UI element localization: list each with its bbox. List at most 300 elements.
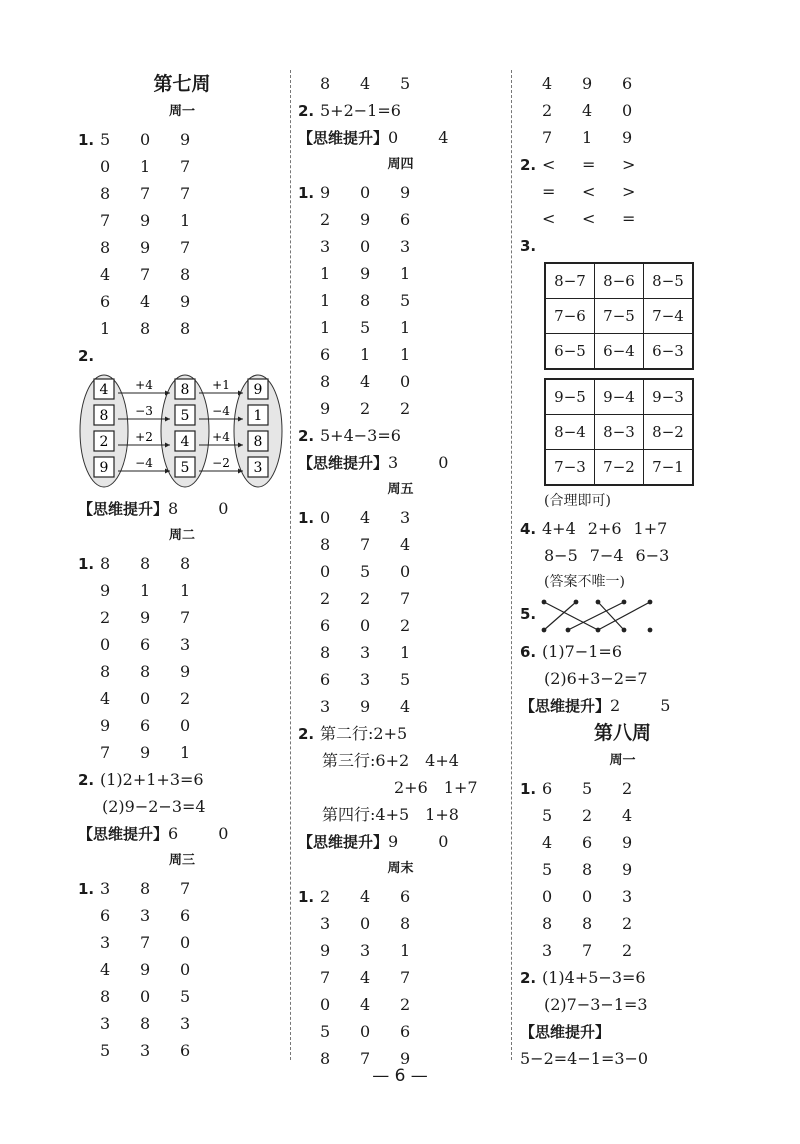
answer-cell: 5 [542,860,553,879]
answer-cell: 6 [320,670,331,689]
answer-cell: 6 [180,1041,191,1060]
answer-line: 5−2=4−1=3−0 [520,1049,649,1068]
answer-cell: 8 [542,914,553,933]
answer-cell: 8 [100,662,111,681]
box-number: 4 [180,434,190,450]
w7-tue-q1 [78,550,286,766]
answer-cell: 9 [622,833,633,852]
day-heading: 周三 [168,853,195,868]
answer-line: 第三行:6+2 4+4 [322,751,459,770]
answer-cell: 0 [320,995,331,1014]
answer-cell: 6 [400,210,411,229]
answer-cell: 9 [622,128,633,147]
answer-cell: 8 [320,74,331,93]
answer-cell: 9 [360,697,371,716]
answer-row [298,964,503,991]
answer-cell: 4 [400,535,411,554]
answer-cell: 7 [360,535,371,554]
answer-cell: 5 [360,318,371,337]
answer-cell: 4 [100,960,111,979]
answer-cell: 5 [100,1041,111,1060]
answer-cell: 1 [140,581,151,600]
operation-label: +4 [212,430,230,444]
answer-cell: 3 [140,906,151,925]
answer-row [298,233,503,260]
answer-cell: 8 [140,319,151,338]
box-number: 8 [180,382,190,398]
answer-row [298,910,503,937]
answer-cell: 9 [140,608,151,627]
answer-cell: 2 [180,689,191,708]
w8-mon-q1 [520,775,725,964]
answer-row [78,929,286,956]
answer-cell: 0 [180,716,191,735]
answer-row [520,151,725,178]
answer-cell: 8 [180,319,191,338]
answer-cell: 3 [400,237,411,256]
operation-label: −3 [135,404,153,418]
answer-cell: 8 [400,914,411,933]
answer-cell: 2 [582,806,593,825]
answer-cell: 4 [360,968,371,987]
answer-line: 2+6 1+7 [394,778,478,797]
answer-row [298,395,503,422]
answer-cell: 2 [622,779,633,798]
answer-row [520,910,725,937]
answer-cell: 9 [320,941,331,960]
answer-row [298,179,503,206]
answer-cell: 7 [360,1049,371,1068]
box-number: 1 [253,408,263,424]
answer-cell: 1 [400,941,411,960]
answer-cell: > [622,182,636,201]
answer-row [520,70,725,97]
answer-cell: 7 [100,211,111,230]
thinking-tip: 【思维提升】6 0 [78,824,229,843]
answer-cell: 8 [140,1014,151,1033]
answer-cell: 8 [140,662,151,681]
answer-cell: 6 [542,779,553,798]
answer-cell: 0 [100,635,111,654]
box-number: 8 [99,408,109,424]
answer-row [298,1018,503,1045]
answer-line: 8−5 7−4 6−3 [544,546,670,565]
page-number: — 6 — [372,1066,428,1086]
answer-line: 2. 5+4−3=6 [298,426,401,445]
answer-row [298,368,503,395]
answer-row [298,531,503,558]
answer-line: 6. (1)7−1=6 [520,642,623,661]
answer-cell: 4 [582,101,593,120]
answer-row [78,261,286,288]
question-number: 3. [520,237,537,255]
answer-cell: 8 [100,987,111,1006]
table-cell: 8−4 [545,415,595,450]
question-number: 1. [78,555,95,573]
answer-cell: = [582,155,596,174]
answer-cell: 3 [180,635,191,654]
answer-cell: 7 [320,968,331,987]
answer-cell: 8 [320,372,331,391]
answer-row [78,604,286,631]
answer-cell: 7 [542,128,553,147]
answer-cell: 9 [180,662,191,681]
answer-row [520,775,725,802]
subtraction-table [544,378,694,486]
answer-cell: 3 [360,643,371,662]
answer-cell: 3 [100,1014,111,1033]
table-cell: 7−5 [595,299,644,334]
answer-cell: 0 [400,562,411,581]
answer-line: 4. 4+4 2+6 1+7 [520,519,668,538]
answer-row [78,631,286,658]
answer-row [520,937,725,964]
answer-row [298,937,503,964]
box-number: 9 [99,460,109,476]
answer-cell: 9 [360,210,371,229]
answer-cell: 8 [582,860,593,879]
question-number: 1. [298,184,315,202]
answer-cell: 9 [140,211,151,230]
answer-cell: 0 [360,183,371,202]
answer-row [298,693,503,720]
answer-cell: 0 [100,157,111,176]
answer-cell: 6 [320,345,331,364]
answer-line: (2)6+3−2=7 [544,669,648,688]
answer-cell: 2 [400,995,411,1014]
answer-cell: 7 [400,968,411,987]
answer-row [78,712,286,739]
answer-cell: 0 [180,960,191,979]
answer-row [78,153,286,180]
answer-cell: 6 [100,292,111,311]
answer-row [78,234,286,261]
answer-row [78,315,286,342]
answer-cell: 3 [542,941,553,960]
answer-cell: 6 [100,906,111,925]
answer-cell: 1 [180,743,191,762]
answer-line: 2. 第二行:2+5 [298,724,408,743]
answer-row [298,260,503,287]
answer-cell: 4 [360,372,371,391]
w7-we-q2 [520,151,725,232]
answer-cell: 1 [582,128,593,147]
operation-label: +2 [135,430,153,444]
table-cell: 7−2 [595,450,644,486]
w7-thu-q1 [298,179,503,422]
answer-cell: 0 [140,130,151,149]
answer-cell: 7 [140,265,151,284]
day-heading: 周二 [168,528,195,543]
answer-cell: 4 [140,292,151,311]
answer-cell: 9 [140,743,151,762]
table-cell: 7−6 [545,299,595,334]
answer-cell: 1 [100,319,111,338]
answer-cell: 5 [400,670,411,689]
answer-cell: 1 [400,345,411,364]
answer-line: 2. (1)4+5−3=6 [520,968,646,987]
question-number: 2. [520,156,537,174]
column-2 [298,70,503,1072]
answer-cell: 9 [100,581,111,600]
answer-row [298,558,503,585]
answer-cell: 9 [140,960,151,979]
answer-line: (2)9−2−3=4 [102,797,206,816]
ellipse-diagram [78,373,284,489]
answer-row [520,124,725,151]
answer-cell: 7 [100,743,111,762]
answer-row [520,802,725,829]
table-cell: 7−4 [644,299,694,334]
answer-row [520,829,725,856]
table-cell: 8−2 [644,415,694,450]
answer-row [78,658,286,685]
answer-cell: 1 [320,264,331,283]
answer-cell: 2 [622,914,633,933]
answer-cell: 2 [320,589,331,608]
w7-fri-q1 [298,504,503,720]
answer-cell: 8 [100,184,111,203]
note: (合理即可) [544,493,611,509]
answer-row [298,612,503,639]
answer-cell: 9 [100,716,111,735]
answer-cell: 7 [400,589,411,608]
w7-wed-q1-a [78,875,286,1064]
answer-cell: 4 [542,833,553,852]
answer-cell: 1 [320,291,331,310]
thinking-tip: 【思维提升】3 0 [298,453,449,472]
answer-row [520,97,725,124]
answer-cell: 9 [180,130,191,149]
table-cell: 8−6 [595,263,644,299]
thinking-tip: 【思维提升】9 0 [298,832,449,851]
answer-cell: 8 [582,914,593,933]
answer-cell: 1 [400,643,411,662]
note: (答案不唯一) [544,574,625,590]
answer-cell: 5 [180,987,191,1006]
w7-wed-q1-b [298,70,503,97]
answer-cell: 0 [140,689,151,708]
answer-cell: 3 [360,670,371,689]
answer-row [298,585,503,612]
answer-cell: < [582,209,596,228]
answer-cell: 3 [100,933,111,952]
thinking-tip: 【思维提升】0 4 [298,128,449,147]
table-cell: 6−4 [595,334,644,370]
answer-cell: 5 [100,130,111,149]
operation-label: +4 [135,378,153,392]
answer-cell: 6 [622,74,633,93]
answer-row [78,739,286,766]
answer-cell: 4 [360,74,371,93]
answer-cell: 2 [400,399,411,418]
box-number: 4 [99,382,109,398]
answer-cell: 1 [320,318,331,337]
answer-row [78,550,286,577]
table-cell: 9−3 [644,379,694,415]
answer-cell: 7 [140,184,151,203]
answer-cell: 5 [542,806,553,825]
answer-cell: 2 [542,101,553,120]
answer-row [298,70,503,97]
column-divider [290,70,291,1060]
answer-row [78,1037,286,1064]
day-heading: 周一 [609,753,636,768]
answer-row [78,685,286,712]
answer-row [298,504,503,531]
answer-cell: 7 [180,157,191,176]
box-number: 3 [253,460,263,476]
answer-cell: 0 [360,237,371,256]
box-number: 9 [253,382,263,398]
answer-cell: 7 [180,879,191,898]
answer-cell: 4 [100,689,111,708]
answer-cell: 6 [320,616,331,635]
answer-row [298,287,503,314]
day-heading: 周五 [387,482,414,497]
answer-cell: 2 [400,616,411,635]
answer-line: 2. 5+2−1=6 [298,101,401,120]
answer-cell: 8 [360,291,371,310]
question-number: 1. [298,509,315,527]
answer-cell: 4 [542,74,553,93]
operation-label: +1 [212,378,230,392]
table-cell: 7−1 [644,450,694,486]
answer-row [520,856,725,883]
answer-cell: 8 [140,554,151,573]
answer-cell: 9 [400,183,411,202]
question-number: 1. [298,888,315,906]
answer-row [520,178,725,205]
answer-cell: 6 [400,1022,411,1041]
answer-cell: 1 [360,345,371,364]
answer-cell: 0 [360,914,371,933]
subtraction-table [544,262,694,370]
answer-cell: 7 [180,184,191,203]
question-number: 1. [78,131,95,149]
answer-cell: 8 [100,554,111,573]
table-cell: 9−5 [545,379,595,415]
answer-cell: 1 [140,157,151,176]
answer-row [78,956,286,983]
box-number: 2 [99,434,109,450]
answer-cell: > [622,155,636,174]
answer-row [520,205,725,232]
answer-cell: 3 [622,887,633,906]
operation-label: −4 [212,404,230,418]
answer-cell: 6 [180,906,191,925]
answer-cell: 3 [320,914,331,933]
answer-cell: 6 [400,887,411,906]
answer-cell: 9 [180,292,191,311]
operation-label: −4 [135,456,153,470]
w7-we-q1-a [298,883,503,1072]
thinking-tip: 【思维提升】2 5 [520,696,671,715]
table-cell: 8−5 [644,263,694,299]
answer-row [298,666,503,693]
answer-cell: 9 [320,183,331,202]
day-heading: 周末 [387,861,414,876]
thinking-tip: 【思维提升】8 0 [78,499,229,518]
answer-row [78,875,286,902]
thinking-tip: 【思维提升】 [520,1023,611,1041]
column-1 [78,70,286,1064]
answer-cell: 4 [360,887,371,906]
day-heading: 周四 [387,157,414,172]
answer-cell: 3 [320,237,331,256]
matching-lines [540,598,660,634]
answer-row [78,207,286,234]
answer-cell: 2 [320,210,331,229]
question-number: 2. [78,347,95,365]
answer-cell: 3 [360,941,371,960]
answer-row [78,983,286,1010]
answer-cell: 9 [582,74,593,93]
answer-cell: 9 [622,860,633,879]
table-cell: 7−3 [545,450,595,486]
answer-cell: 1 [180,581,191,600]
column-divider [511,70,512,1060]
week-title: 第七周 [153,73,211,95]
answer-cell: 4 [360,508,371,527]
answer-cell: 2 [622,941,633,960]
answer-cell: 0 [542,887,553,906]
answer-cell: 8 [320,535,331,554]
table-cell: 8−7 [545,263,595,299]
box-number: 5 [180,408,190,424]
answer-cell: 0 [320,508,331,527]
answer-line: 第四行:4+5 1+8 [322,805,459,824]
answer-row [78,1010,286,1037]
answer-cell: 5 [400,291,411,310]
answer-cell: 8 [320,1049,331,1068]
answer-cell: = [622,209,636,228]
answer-cell: 2 [320,887,331,906]
answer-cell: 0 [582,887,593,906]
answer-row [78,288,286,315]
answer-cell: 3 [400,508,411,527]
operation-label: −2 [212,456,230,470]
question-number: 1. [78,880,95,898]
answer-cell: 9 [400,1049,411,1068]
answer-cell: 7 [180,608,191,627]
answer-cell: 4 [400,697,411,716]
answer-cell: 3 [140,1041,151,1060]
answer-row [298,206,503,233]
answer-row [78,126,286,153]
answer-cell: 7 [582,941,593,960]
answer-cell: 0 [622,101,633,120]
answer-row [298,991,503,1018]
answer-cell: 3 [100,879,111,898]
answer-cell: = [542,182,556,201]
answer-cell: 0 [360,1022,371,1041]
answer-cell: 3 [320,697,331,716]
answer-cell: 8 [320,643,331,662]
table-cell: 6−3 [644,334,694,370]
answer-cell: 6 [582,833,593,852]
w7-we-q1-b [520,70,725,151]
box-number: 8 [253,434,263,450]
answer-row [78,180,286,207]
table-cell: 6−5 [545,334,595,370]
answer-row [520,883,725,910]
answer-cell: 9 [320,399,331,418]
answer-cell: 1 [400,318,411,337]
column-3 [520,70,725,1072]
answer-cell: 8 [180,554,191,573]
answer-cell: 0 [360,616,371,635]
